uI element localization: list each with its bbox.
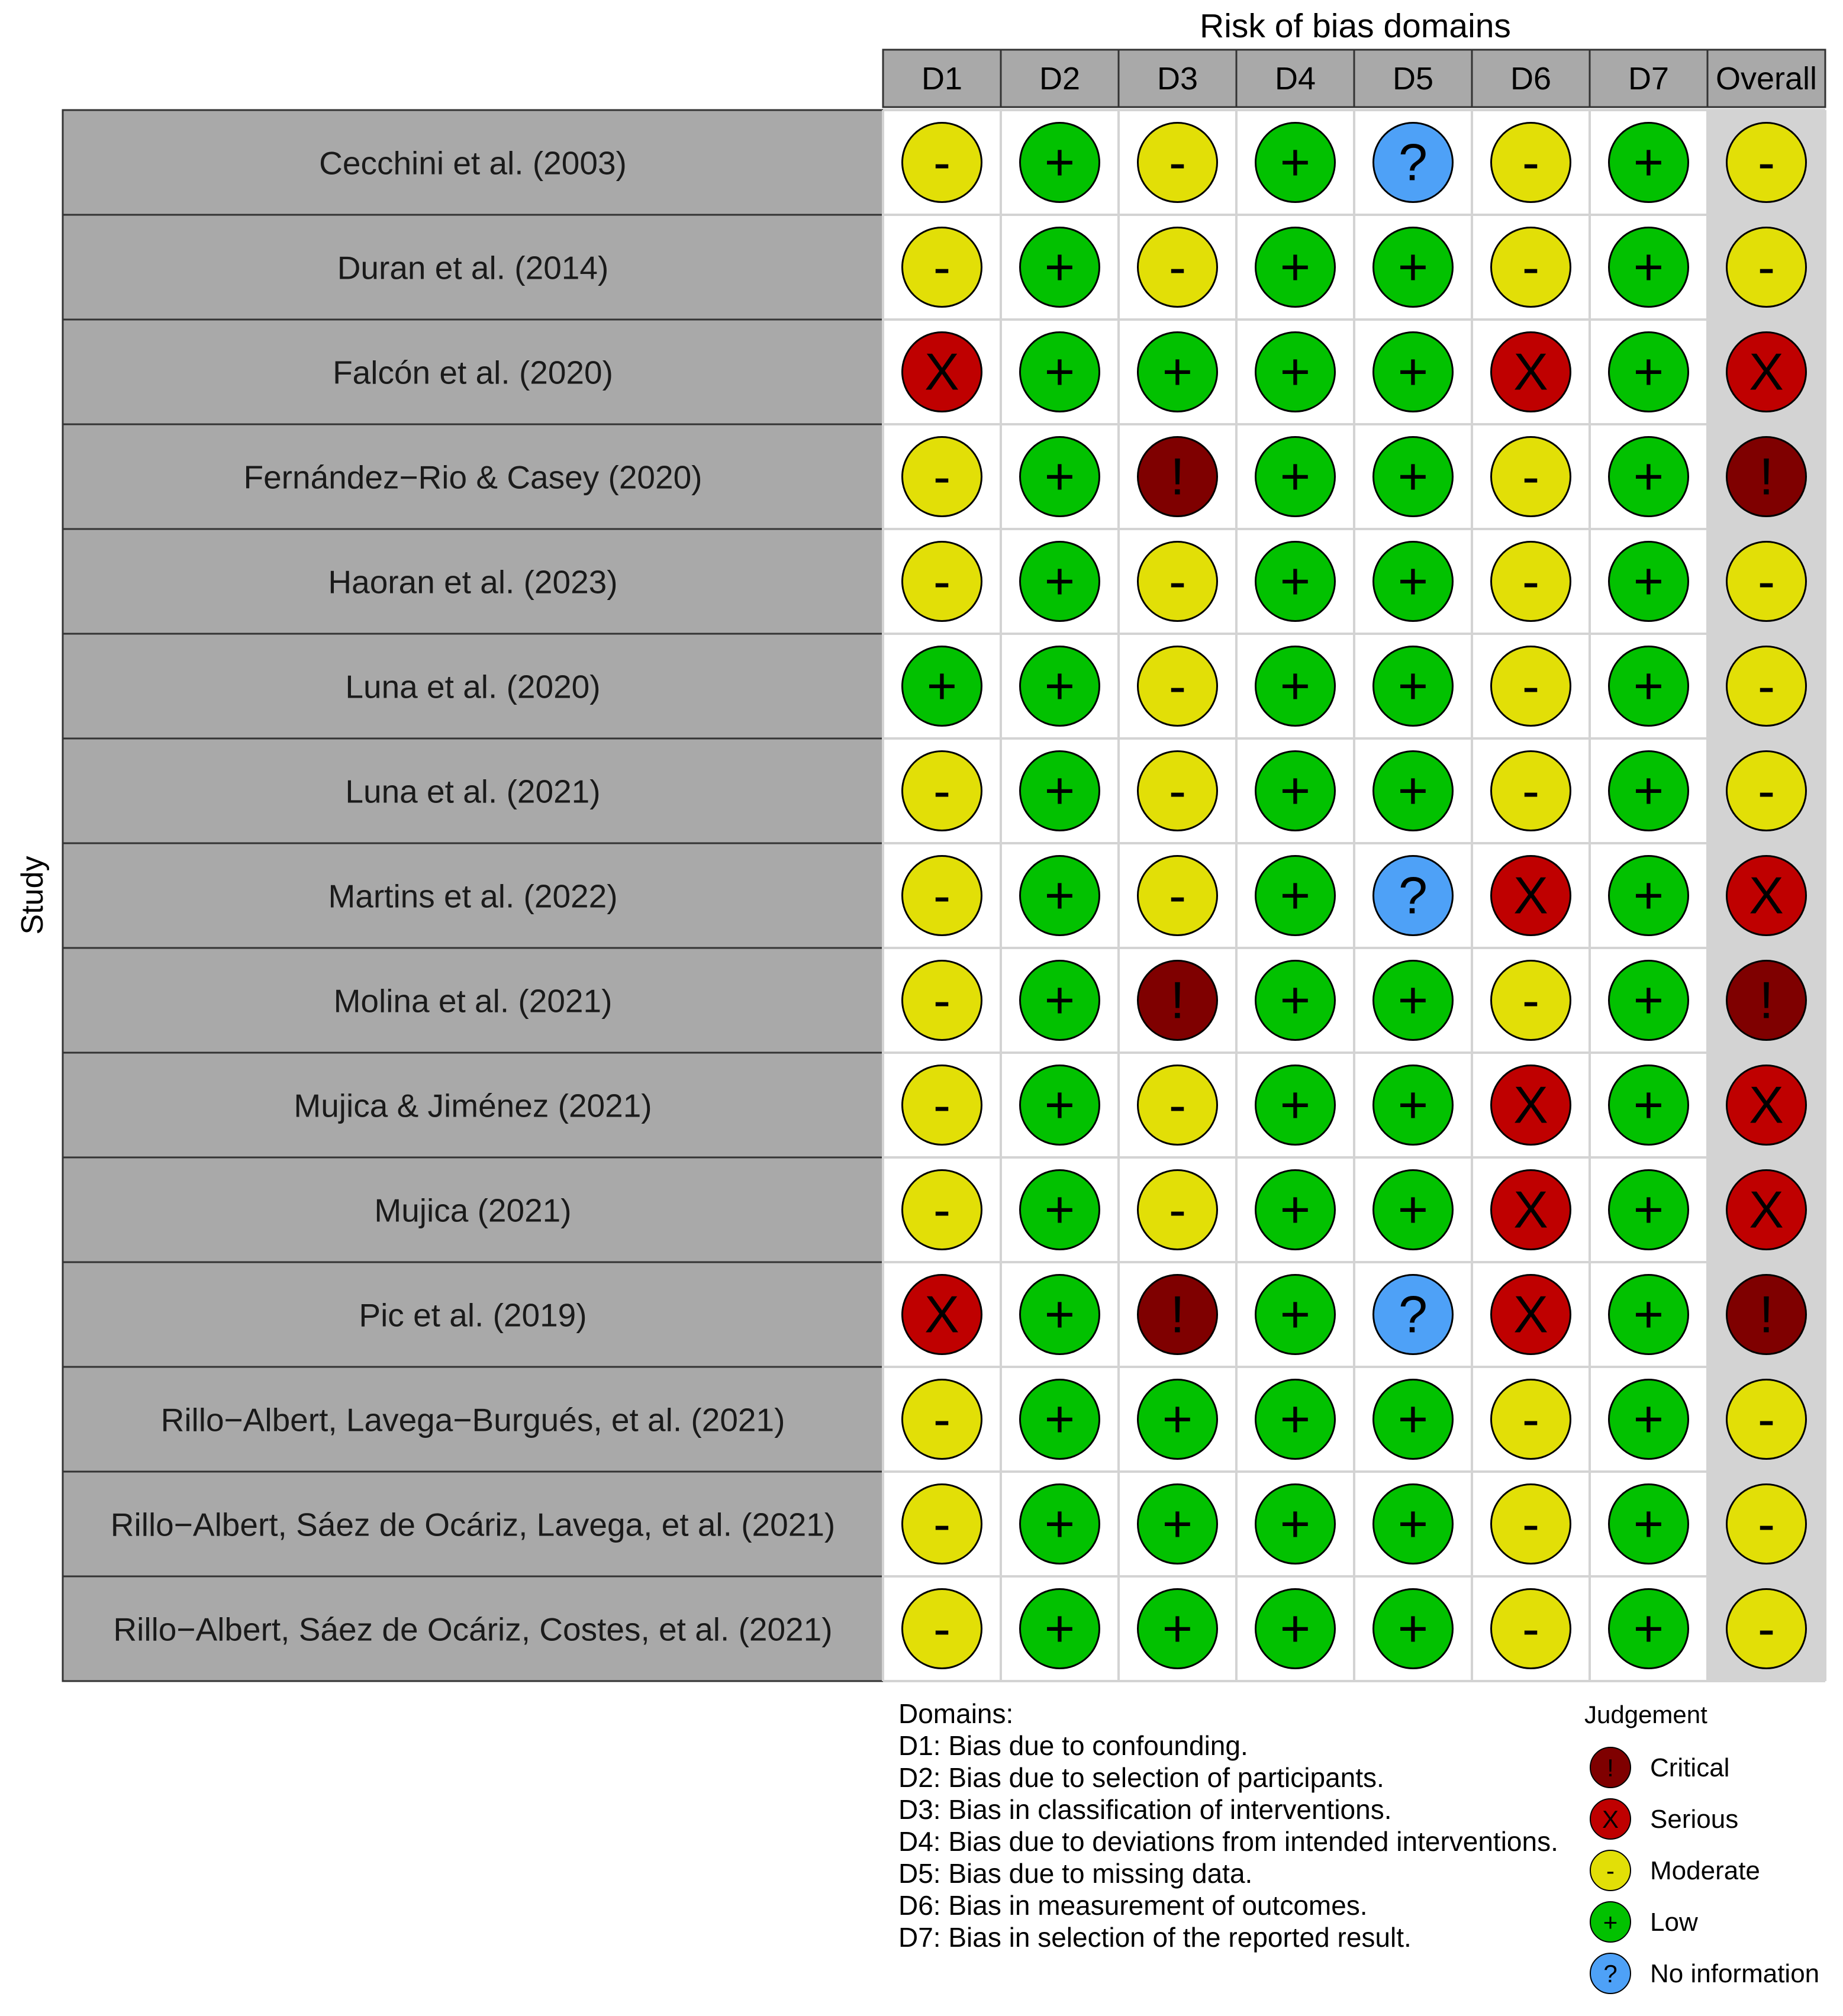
- study-label: Pic et al. (2019): [359, 1296, 587, 1334]
- judgement-mark: [1727, 856, 1806, 936]
- domains-note-heading: Domains:: [898, 1698, 1014, 1729]
- study-label: Mujica & Jiménez (2021): [294, 1087, 652, 1124]
- judgement-mark: [1256, 1380, 1335, 1459]
- judgement-mark: [1609, 333, 1689, 412]
- judgement-symbol: +: [1397, 237, 1429, 296]
- study-label: Rillo−Albert, Sáez de Ocáriz, Costes, et al. (2021): [113, 1611, 833, 1648]
- judgement-symbol: -: [1522, 237, 1540, 296]
- judgement-mark: [1138, 1380, 1217, 1459]
- judgement-symbol: +: [1633, 342, 1664, 401]
- study-label: Haoran et al. (2023): [328, 563, 618, 601]
- domains-note-line: D3: Bias in classification of interventions.: [898, 1794, 1392, 1825]
- judgement-symbol: +: [1633, 656, 1664, 715]
- study-label: Mujica (2021): [374, 1192, 572, 1229]
- judgement-mark: [1138, 1589, 1217, 1669]
- legend-symbol: ?: [1603, 1960, 1618, 1988]
- judgement-symbol: -: [933, 866, 951, 925]
- study-label: Molina et al. (2021): [333, 982, 613, 1020]
- judgement-mark: [1020, 437, 1100, 517]
- legend-entry: [1590, 1747, 1729, 1788]
- judgement-mark: [1256, 856, 1335, 936]
- judgement-mark: [1491, 1380, 1571, 1459]
- judgement-symbol: -: [1168, 551, 1187, 611]
- judgement-mark: [1609, 1066, 1689, 1145]
- judgement-mark: [1727, 1275, 1806, 1354]
- judgement-symbol: !: [1170, 1285, 1185, 1344]
- judgement-symbol: -: [1757, 656, 1776, 715]
- judgement-symbol: +: [1044, 342, 1075, 401]
- judgement-symbol: -: [1168, 133, 1187, 192]
- judgement-mark: [1020, 961, 1100, 1040]
- judgement-mark: [903, 856, 982, 936]
- judgement-symbol: +: [1397, 970, 1429, 1030]
- judgement-mark: [903, 437, 982, 517]
- judgement-mark: [1491, 961, 1571, 1040]
- domain-header-label: Overall: [1715, 61, 1818, 96]
- judgement-mark: [1256, 1066, 1335, 1145]
- judgement-mark: [1727, 1380, 1806, 1459]
- judgement-symbol: +: [1397, 1180, 1429, 1239]
- judgement-mark: [903, 1066, 982, 1145]
- judgement-mark: [1374, 856, 1453, 936]
- judgement-mark: [1491, 1589, 1571, 1669]
- study-label: Luna et al. (2021): [345, 773, 601, 810]
- judgement-symbol: +: [1397, 656, 1429, 715]
- judgement-symbol: -: [1168, 1075, 1187, 1134]
- domains-note-line: D6: Bias in measurement of outcomes.: [898, 1890, 1368, 1921]
- judgement-mark: [1609, 437, 1689, 517]
- judgement-symbol: +: [1633, 1599, 1664, 1658]
- judgement-mark: [1374, 437, 1453, 517]
- judgement-mark: [1609, 1170, 1689, 1250]
- legend-label: Critical: [1650, 1753, 1730, 1782]
- judgement-mark: [1020, 647, 1100, 726]
- judgement-symbol: +: [1397, 342, 1429, 401]
- judgement-mark: [1374, 333, 1453, 412]
- judgement-mark: [1374, 542, 1453, 621]
- judgement-mark: [1727, 961, 1806, 1040]
- judgement-symbol: +: [926, 656, 958, 715]
- judgement-symbol: +: [1044, 447, 1075, 506]
- judgement-symbol: -: [933, 1494, 951, 1553]
- judgement-mark: [1374, 1066, 1453, 1145]
- study-label: Cecchini et al. (2003): [319, 144, 627, 182]
- judgement-mark: [1138, 961, 1217, 1040]
- judgement-mark: [1138, 123, 1217, 202]
- judgement-symbol: +: [1633, 761, 1664, 820]
- judgement-symbol: X: [1749, 1075, 1784, 1134]
- judgement-mark: [903, 228, 982, 307]
- judgement-symbol: -: [933, 237, 951, 296]
- judgement-symbol: +: [1280, 133, 1311, 192]
- judgement-mark: [1138, 1170, 1217, 1250]
- judgement-mark: [1020, 333, 1100, 412]
- legend-symbol: X: [1602, 1805, 1619, 1833]
- domain-header-label: D7: [1628, 61, 1670, 96]
- legend-entry: [1590, 1799, 1738, 1839]
- judgement-symbol: +: [1044, 656, 1075, 715]
- judgement-mark: [1491, 228, 1571, 307]
- judgement-mark: [1374, 1589, 1453, 1669]
- judgement-symbol: +: [1633, 1285, 1664, 1344]
- judgement-symbol: +: [1280, 866, 1311, 925]
- judgement-symbol: +: [1280, 342, 1311, 401]
- judgement-mark: [1727, 228, 1806, 307]
- legend-symbol: !: [1607, 1754, 1614, 1782]
- study-label: Rillo−Albert, Lavega−Burgués, et al. (2021): [160, 1401, 785, 1438]
- judgement-symbol: +: [1280, 1180, 1311, 1239]
- judgement-mark: [1491, 333, 1571, 412]
- judgement-symbol: ?: [1399, 1285, 1428, 1344]
- judgement-mark: [1138, 1275, 1217, 1354]
- judgement-mark: [1374, 228, 1453, 307]
- judgement-mark: [1138, 647, 1217, 726]
- study-label: Duran et al. (2014): [337, 249, 609, 286]
- judgement-symbol: +: [1280, 656, 1311, 715]
- domain-header-label: D2: [1039, 61, 1081, 96]
- legend-entry: [1590, 1850, 1760, 1891]
- study-label: Falcón et al. (2020): [333, 354, 613, 391]
- judgement-mark: [903, 1380, 982, 1459]
- judgement-symbol: X: [924, 1285, 959, 1344]
- judgement-symbol: X: [1513, 342, 1548, 401]
- judgement-symbol: !: [1759, 1285, 1774, 1344]
- judgement-symbol: X: [1749, 342, 1784, 401]
- judgement-symbol: +: [1633, 133, 1664, 192]
- judgement-mark: [1020, 123, 1100, 202]
- judgement-mark: [1491, 123, 1571, 202]
- legend-symbol: +: [1603, 1908, 1618, 1936]
- judgement-mark: [1256, 542, 1335, 621]
- study-label: Fernández−Rio & Casey (2020): [243, 459, 703, 496]
- judgement-symbol: +: [1044, 866, 1075, 925]
- judgement-mark: [903, 1275, 982, 1354]
- legend-symbol: -: [1606, 1857, 1615, 1885]
- judgement-mark: [1727, 1485, 1806, 1564]
- judgement-symbol: X: [1749, 1180, 1784, 1239]
- judgement-symbol: +: [1162, 342, 1193, 401]
- judgement-mark: [1609, 123, 1689, 202]
- judgement-mark: [1609, 542, 1689, 621]
- judgement-symbol: +: [1397, 551, 1429, 611]
- judgement-symbol: +: [1280, 1599, 1311, 1658]
- judgement-mark: [1256, 1170, 1335, 1250]
- judgement-mark: [1374, 751, 1453, 831]
- judgement-symbol: +: [1280, 1389, 1311, 1449]
- judgement-mark: [1138, 333, 1217, 412]
- judgement-symbol: +: [1633, 1389, 1664, 1449]
- judgement-mark: [1256, 437, 1335, 517]
- judgement-symbol: +: [1397, 1389, 1429, 1449]
- domain-header-label: D3: [1156, 61, 1198, 96]
- judgement-symbol: -: [1522, 1494, 1540, 1553]
- judgement-mark: [1256, 123, 1335, 202]
- judgement-mark: [1020, 542, 1100, 621]
- judgement-symbol: X: [1513, 1180, 1548, 1239]
- judgement-symbol: -: [933, 1180, 951, 1239]
- judgement-symbol: -: [1522, 133, 1540, 192]
- judgement-symbol: -: [1522, 761, 1540, 820]
- judgement-mark: [1138, 1066, 1217, 1145]
- judgement-symbol: -: [1522, 1389, 1540, 1449]
- judgement-mark: [1138, 751, 1217, 831]
- judgement-mark: [1727, 1589, 1806, 1669]
- judgement-symbol: !: [1759, 970, 1774, 1030]
- judgement-mark: [1138, 437, 1217, 517]
- judgement-symbol: X: [1749, 866, 1784, 925]
- judgement-mark: [1020, 1589, 1100, 1669]
- judgement-mark: [1374, 647, 1453, 726]
- judgement-symbol: +: [1633, 551, 1664, 611]
- judgement-mark: [903, 1170, 982, 1250]
- judgement-mark: [903, 961, 982, 1040]
- judgement-mark: [1138, 228, 1217, 307]
- judgement-symbol: -: [1757, 237, 1776, 296]
- judgement-symbol: !: [1170, 447, 1185, 506]
- domains-note-line: D5: Bias due to missing data.: [898, 1858, 1253, 1889]
- judgement-symbol: +: [1044, 1494, 1075, 1553]
- legend-label: Moderate: [1650, 1856, 1760, 1885]
- judgement-mark: [1727, 542, 1806, 621]
- judgement-mark: [1727, 1170, 1806, 1250]
- judgement-symbol: +: [1633, 1075, 1664, 1134]
- judgement-symbol: +: [1633, 970, 1664, 1030]
- judgement-mark: [903, 333, 982, 412]
- domain-header-row: [883, 50, 1825, 107]
- domains-note-line: D1: Bias due to confounding.: [898, 1730, 1248, 1761]
- judgement-mark: [903, 542, 982, 621]
- judgement-symbol: -: [1757, 1494, 1776, 1553]
- judgement-mark: [1727, 751, 1806, 831]
- judgement-symbol: +: [1044, 1180, 1075, 1239]
- judgement-mark: [1374, 1170, 1453, 1250]
- judgement-mark: [1020, 1170, 1100, 1250]
- chart-title: Risk of bias domains: [1200, 7, 1511, 45]
- judgement-symbol: -: [1168, 237, 1187, 296]
- judgement-symbol: +: [1280, 970, 1311, 1030]
- judgement-symbol: +: [1044, 237, 1075, 296]
- judgement-mark: [1138, 856, 1217, 936]
- judgement-mark: [1256, 1589, 1335, 1669]
- judgement-mark: [1491, 1275, 1571, 1354]
- judgement-symbol: -: [1168, 1180, 1187, 1239]
- domains-note-line: D2: Bias due to selection of participants.: [898, 1762, 1384, 1793]
- judgement-mark: [1491, 647, 1571, 726]
- judgement-symbol: -: [933, 133, 951, 192]
- judgement-symbol: ?: [1399, 866, 1428, 925]
- domain-header-label: D1: [921, 61, 963, 96]
- judgement-mark: [1609, 751, 1689, 831]
- judgement-mark: [1374, 961, 1453, 1040]
- judgement-mark: [1491, 751, 1571, 831]
- judgement-symbol: X: [924, 342, 959, 401]
- judgement-symbol: -: [933, 447, 951, 506]
- judgement-symbol: +: [1044, 133, 1075, 192]
- judgement-mark: [903, 751, 982, 831]
- judgement-mark: [1491, 437, 1571, 517]
- judgement-symbol: !: [1170, 970, 1185, 1030]
- judgement-mark: [1256, 961, 1335, 1040]
- judgement-symbol: +: [1633, 1180, 1664, 1239]
- judgement-mark: [1727, 1066, 1806, 1145]
- judgement-symbol: -: [1522, 656, 1540, 715]
- judgement-mark: [1374, 1380, 1453, 1459]
- judgement-mark: [1020, 1485, 1100, 1564]
- judgement-mark: [1020, 1066, 1100, 1145]
- judgement-symbol: +: [1397, 1494, 1429, 1553]
- legend-label: Serious: [1650, 1805, 1739, 1834]
- judgement-symbol: +: [1280, 761, 1311, 820]
- judgement-symbol: -: [1522, 447, 1540, 506]
- judgement-symbol: -: [1757, 761, 1776, 820]
- judgement-mark: [1020, 1275, 1100, 1354]
- judgement-symbol: +: [1280, 237, 1311, 296]
- judgement-symbol: +: [1397, 1599, 1429, 1658]
- judgement-mark: [1491, 1485, 1571, 1564]
- judgement-symbol: +: [1280, 551, 1311, 611]
- judgement-mark: [1256, 228, 1335, 307]
- judgement-mark: [1609, 961, 1689, 1040]
- judgement-mark: [1374, 1275, 1453, 1354]
- judgement-symbol: -: [933, 1599, 951, 1658]
- judgement-mark: [1609, 647, 1689, 726]
- judgement-mark: [1020, 1380, 1100, 1459]
- judgement-symbol: +: [1633, 447, 1664, 506]
- judgement-symbol: +: [1044, 761, 1075, 820]
- judgement-mark: [1609, 1589, 1689, 1669]
- judgement-symbol: ?: [1399, 133, 1428, 192]
- judgement-mark: [1374, 123, 1453, 202]
- judgement-mark: [1609, 856, 1689, 936]
- judgement-symbol: -: [933, 551, 951, 611]
- judgement-symbol: X: [1513, 1285, 1548, 1344]
- judgement-symbol: X: [1513, 1075, 1548, 1134]
- judgement-mark: [903, 1589, 982, 1669]
- judgement-mark: [1256, 751, 1335, 831]
- judgement-symbol: +: [1633, 1494, 1664, 1553]
- judgement-symbol: -: [1168, 656, 1187, 715]
- judgement-mark: [903, 1485, 982, 1564]
- judgement-symbol: -: [1168, 866, 1187, 925]
- judgement-symbol: +: [1280, 447, 1311, 506]
- judgement-mark: [903, 647, 982, 726]
- judgement-mark: [1727, 647, 1806, 726]
- judgement-mark: [1491, 856, 1571, 936]
- judgement-symbol: +: [1044, 551, 1075, 611]
- domain-header-label: D4: [1274, 61, 1316, 96]
- legend-label: Low: [1650, 1908, 1698, 1937]
- judgement-symbol: X: [1513, 866, 1548, 925]
- judgement-symbol: -: [1757, 133, 1776, 192]
- judgement-symbol: +: [1397, 447, 1429, 506]
- judgement-mark: [1374, 1485, 1453, 1564]
- judgement-mark: [1020, 751, 1100, 831]
- judgement-mark: [1256, 333, 1335, 412]
- judgement-mark: [1609, 1485, 1689, 1564]
- judgement-mark: [1491, 1066, 1571, 1145]
- judgement-mark: [1609, 1380, 1689, 1459]
- judgement-mark: [1020, 228, 1100, 307]
- judgement-mark: [903, 123, 982, 202]
- judgement-symbol: +: [1044, 1599, 1075, 1658]
- judgement-mark: [1727, 123, 1806, 202]
- judgement-symbol: +: [1162, 1389, 1193, 1449]
- judgement-symbol: !: [1759, 447, 1774, 506]
- judgement-symbol: +: [1044, 1389, 1075, 1449]
- judgement-mark: [1609, 228, 1689, 307]
- judgement-symbol: +: [1044, 1075, 1075, 1134]
- judgement-mark: [1727, 437, 1806, 517]
- judgement-mark: [1491, 1170, 1571, 1250]
- judgement-mark: [1727, 333, 1806, 412]
- judgement-symbol: +: [1633, 866, 1664, 925]
- judgement-symbol: +: [1280, 1075, 1311, 1134]
- judgement-mark: [1256, 1275, 1335, 1354]
- judgement-symbol: -: [1757, 1389, 1776, 1449]
- study-label: Luna et al. (2020): [345, 668, 601, 705]
- domain-header-label: D5: [1392, 61, 1434, 96]
- judgement-mark: [1491, 542, 1571, 621]
- legend-label: No information: [1650, 1959, 1820, 1988]
- judgement-symbol: +: [1280, 1285, 1311, 1344]
- judgement-mark: [1256, 1485, 1335, 1564]
- judgement-symbol: -: [1522, 551, 1540, 611]
- judgement-symbol: +: [1044, 970, 1075, 1030]
- judgement-symbol: -: [1522, 1599, 1540, 1658]
- judgement-symbol: -: [933, 1389, 951, 1449]
- domains-note-line: D7: Bias in selection of the reported result.: [898, 1922, 1412, 1953]
- judgement-symbol: -: [1168, 761, 1187, 820]
- domain-header-label: D6: [1510, 61, 1552, 96]
- judgement-mark: [1138, 542, 1217, 621]
- judgement-symbol: -: [933, 970, 951, 1030]
- judgement-symbol: +: [1044, 1285, 1075, 1344]
- judgement-symbol: -: [933, 1075, 951, 1134]
- judgement-symbol: +: [1280, 1494, 1311, 1553]
- judgement-symbol: -: [1757, 551, 1776, 611]
- y-axis-label: Study: [15, 856, 50, 935]
- judgement-symbol: +: [1397, 761, 1429, 820]
- judgement-symbol: -: [933, 761, 951, 820]
- judgement-symbol: +: [1162, 1599, 1193, 1658]
- judgement-symbol: -: [1757, 1599, 1776, 1658]
- judgement-mark: [1138, 1485, 1217, 1564]
- judgement-mark: [1256, 647, 1335, 726]
- study-label-panel: [63, 110, 883, 1681]
- judgement-mark: [1609, 1275, 1689, 1354]
- judgement-symbol: +: [1397, 1075, 1429, 1134]
- legend-title: Judgement: [1584, 1701, 1707, 1728]
- study-label: Rillo−Albert, Sáez de Ocáriz, Lavega, et al. (2021): [110, 1506, 836, 1543]
- judgement-mark: [1020, 856, 1100, 936]
- study-label: Martins et al. (2022): [328, 878, 618, 915]
- legend-entry: [1590, 1953, 1819, 1994]
- domains-note-line: D4: Bias due to deviations from intended interventions.: [898, 1826, 1558, 1857]
- judgement-symbol: +: [1633, 237, 1664, 296]
- judgement-symbol: -: [1522, 970, 1540, 1030]
- judgement-symbol: +: [1162, 1494, 1193, 1553]
